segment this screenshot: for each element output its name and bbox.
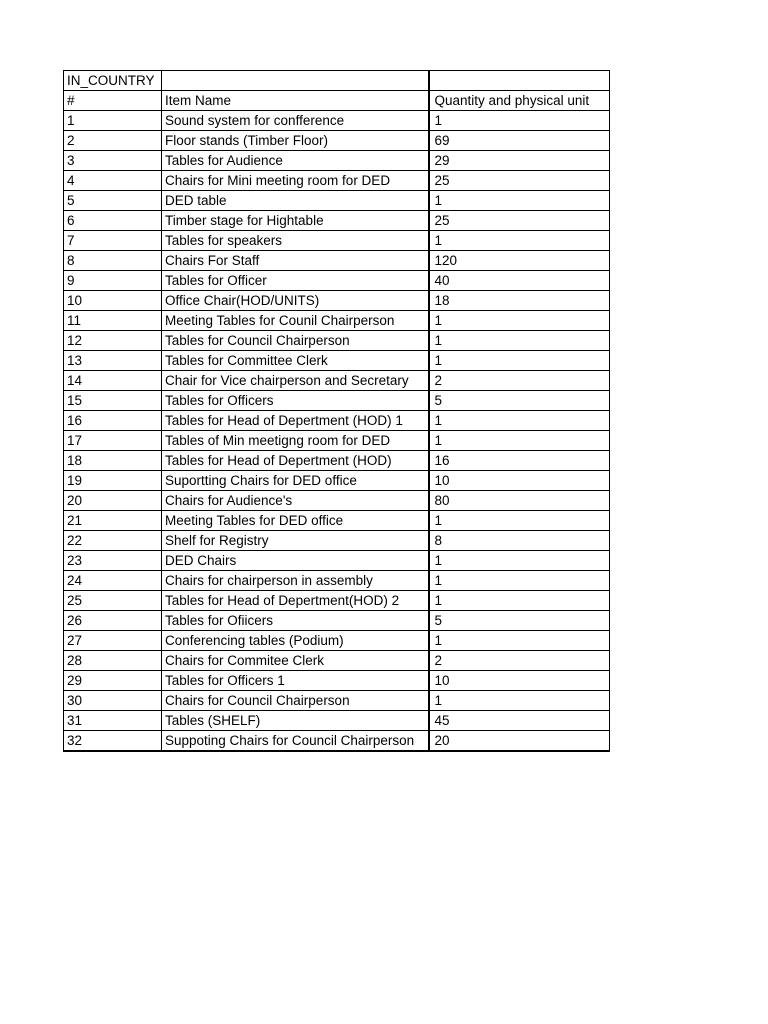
quantity-cell: 25	[429, 211, 610, 231]
item-name-cell: Chairs for Mini meeting room for DED	[162, 171, 429, 191]
table-row	[64, 691, 610, 711]
item-name-cell: Tables for Head of Depertment (HOD) 1	[162, 411, 429, 431]
row-number-cell: 20	[64, 491, 162, 511]
table-row	[64, 711, 610, 731]
item-name-cell: Sound system for confference	[162, 111, 429, 131]
row-number-cell: 29	[64, 671, 162, 691]
table-row	[64, 271, 610, 291]
item-name-cell: Tables for Head of Depertment (HOD)	[162, 451, 429, 471]
row-number-cell: 3	[64, 151, 162, 171]
quantity-cell: 1	[429, 551, 610, 571]
table-row	[64, 111, 610, 131]
table-row	[64, 491, 610, 511]
item-name-cell: Meeting Tables for DED office	[162, 511, 429, 531]
row-number-cell: 12	[64, 331, 162, 351]
item-name-cell: DED Chairs	[162, 551, 429, 571]
table-row	[64, 311, 610, 331]
item-name-cell: Office Chair(HOD/UNITS)	[162, 291, 429, 311]
table-row	[64, 211, 610, 231]
item-name-cell: Tables for Head of Depertment(HOD) 2	[162, 591, 429, 611]
quantity-cell: 1	[429, 631, 610, 651]
table-row	[64, 151, 610, 171]
row-number-cell: 9	[64, 271, 162, 291]
row-number-cell: 5	[64, 191, 162, 211]
row-number-cell: 11	[64, 311, 162, 331]
row-number-cell: 19	[64, 471, 162, 491]
inventory-sheet	[63, 70, 610, 752]
row-number-cell: 18	[64, 451, 162, 471]
quantity-cell: 10	[429, 471, 610, 491]
header-row	[64, 91, 610, 111]
quantity-cell: 1	[429, 571, 610, 591]
table-row	[64, 451, 610, 471]
item-name-cell: Tables for Committee Clerk	[162, 351, 429, 371]
item-name-cell: Meeting Tables for Counil Chairperson	[162, 311, 429, 331]
item-name-cell: Tables for Ofiicers	[162, 611, 429, 631]
quantity-cell: 5	[429, 391, 610, 411]
table-row	[64, 631, 610, 651]
table-row	[64, 411, 610, 431]
row-number-cell: 10	[64, 291, 162, 311]
quantity-cell: 1	[429, 591, 610, 611]
header-quantity: Quantity and physical unit	[429, 91, 610, 111]
quantity-cell: 1	[429, 331, 610, 351]
row-number-cell: 6	[64, 211, 162, 231]
table-row	[64, 591, 610, 611]
table-row	[64, 471, 610, 491]
item-name-cell: Tables for Officer	[162, 271, 429, 291]
quantity-cell: 1	[429, 411, 610, 431]
item-name-cell: Chairs For Staff	[162, 251, 429, 271]
table-row	[64, 611, 610, 631]
row-number-cell: 8	[64, 251, 162, 271]
quantity-cell: 16	[429, 451, 610, 471]
title-empty-cell	[429, 71, 610, 91]
item-name-cell: Chairs for Audience's	[162, 491, 429, 511]
table-row	[64, 511, 610, 531]
row-number-cell: 31	[64, 711, 162, 731]
row-number-cell: 16	[64, 411, 162, 431]
quantity-cell: 69	[429, 131, 610, 151]
table-row	[64, 551, 610, 571]
table-row	[64, 131, 610, 151]
row-number-cell: 30	[64, 691, 162, 711]
quantity-cell: 1	[429, 351, 610, 371]
quantity-cell: 5	[429, 611, 610, 631]
inventory-table-body	[64, 71, 610, 752]
table-row	[64, 291, 610, 311]
row-number-cell: 25	[64, 591, 162, 611]
row-number-cell: 17	[64, 431, 162, 451]
table-row	[64, 191, 610, 211]
quantity-cell: 1	[429, 431, 610, 451]
title-row	[64, 71, 610, 91]
row-number-cell: 7	[64, 231, 162, 251]
item-name-cell: Suportting Chairs for DED office	[162, 471, 429, 491]
item-name-cell: Shelf for Registry	[162, 531, 429, 551]
item-name-cell: Chairs for Commitee Clerk	[162, 651, 429, 671]
table-row	[64, 331, 610, 351]
table-row	[64, 231, 610, 251]
table-row	[64, 351, 610, 371]
quantity-cell: 29	[429, 151, 610, 171]
quantity-cell: 40	[429, 271, 610, 291]
quantity-cell: 1	[429, 111, 610, 131]
row-number-cell: 1	[64, 111, 162, 131]
quantity-cell: 45	[429, 711, 610, 731]
item-name-cell: Tables for speakers	[162, 231, 429, 251]
row-number-cell: 27	[64, 631, 162, 651]
table-row	[64, 731, 610, 752]
item-name-cell: DED table	[162, 191, 429, 211]
row-number-cell: 4	[64, 171, 162, 191]
item-name-cell: Floor stands (Timber Floor)	[162, 131, 429, 151]
table-row	[64, 171, 610, 191]
item-name-cell: Tables (SHELF)	[162, 711, 429, 731]
quantity-cell: 8	[429, 531, 610, 551]
row-number-cell: 2	[64, 131, 162, 151]
quantity-cell: 1	[429, 311, 610, 331]
row-number-cell: 15	[64, 391, 162, 411]
row-number-cell: 28	[64, 651, 162, 671]
quantity-cell: 25	[429, 171, 610, 191]
row-number-cell: 23	[64, 551, 162, 571]
item-name-cell: Tables for Officers 1	[162, 671, 429, 691]
quantity-cell: 18	[429, 291, 610, 311]
header-item-name: Item Name	[162, 91, 429, 111]
item-name-cell: Tables for Officers	[162, 391, 429, 411]
quantity-cell: 2	[429, 371, 610, 391]
quantity-cell: 20	[429, 731, 610, 752]
quantity-cell: 2	[429, 651, 610, 671]
table-row	[64, 431, 610, 451]
inventory-table	[63, 70, 610, 752]
header-number: #	[64, 91, 162, 111]
row-number-cell: 13	[64, 351, 162, 371]
quantity-cell: 120	[429, 251, 610, 271]
item-name-cell: Suppoting Chairs for Council Chairperson	[162, 731, 429, 752]
table-row	[64, 651, 610, 671]
quantity-cell: 1	[429, 231, 610, 251]
title-empty-cell	[162, 71, 429, 91]
table-row	[64, 531, 610, 551]
table-row	[64, 391, 610, 411]
row-number-cell: 22	[64, 531, 162, 551]
item-name-cell: Chairs for Council Chairperson	[162, 691, 429, 711]
item-name-cell: Timber stage for Hightable	[162, 211, 429, 231]
title-cell: IN_COUNTRY	[64, 71, 162, 91]
row-number-cell: 26	[64, 611, 162, 631]
table-row	[64, 571, 610, 591]
quantity-cell: 1	[429, 691, 610, 711]
item-name-cell: Tables for Council Chairperson	[162, 331, 429, 351]
item-name-cell: Tables of Min meetigng room for DED	[162, 431, 429, 451]
item-name-cell: Conferencing tables (Podium)	[162, 631, 429, 651]
table-row	[64, 671, 610, 691]
table-row	[64, 371, 610, 391]
quantity-cell: 10	[429, 671, 610, 691]
quantity-cell: 1	[429, 191, 610, 211]
item-name-cell: Chairs for chairperson in assembly	[162, 571, 429, 591]
row-number-cell: 14	[64, 371, 162, 391]
quantity-cell: 80	[429, 491, 610, 511]
row-number-cell: 24	[64, 571, 162, 591]
quantity-cell: 1	[429, 511, 610, 531]
item-name-cell: Tables for Audience	[162, 151, 429, 171]
row-number-cell: 21	[64, 511, 162, 531]
item-name-cell: Chair for Vice chairperson and Secretary	[162, 371, 429, 391]
table-row	[64, 251, 610, 271]
row-number-cell: 32	[64, 731, 162, 752]
